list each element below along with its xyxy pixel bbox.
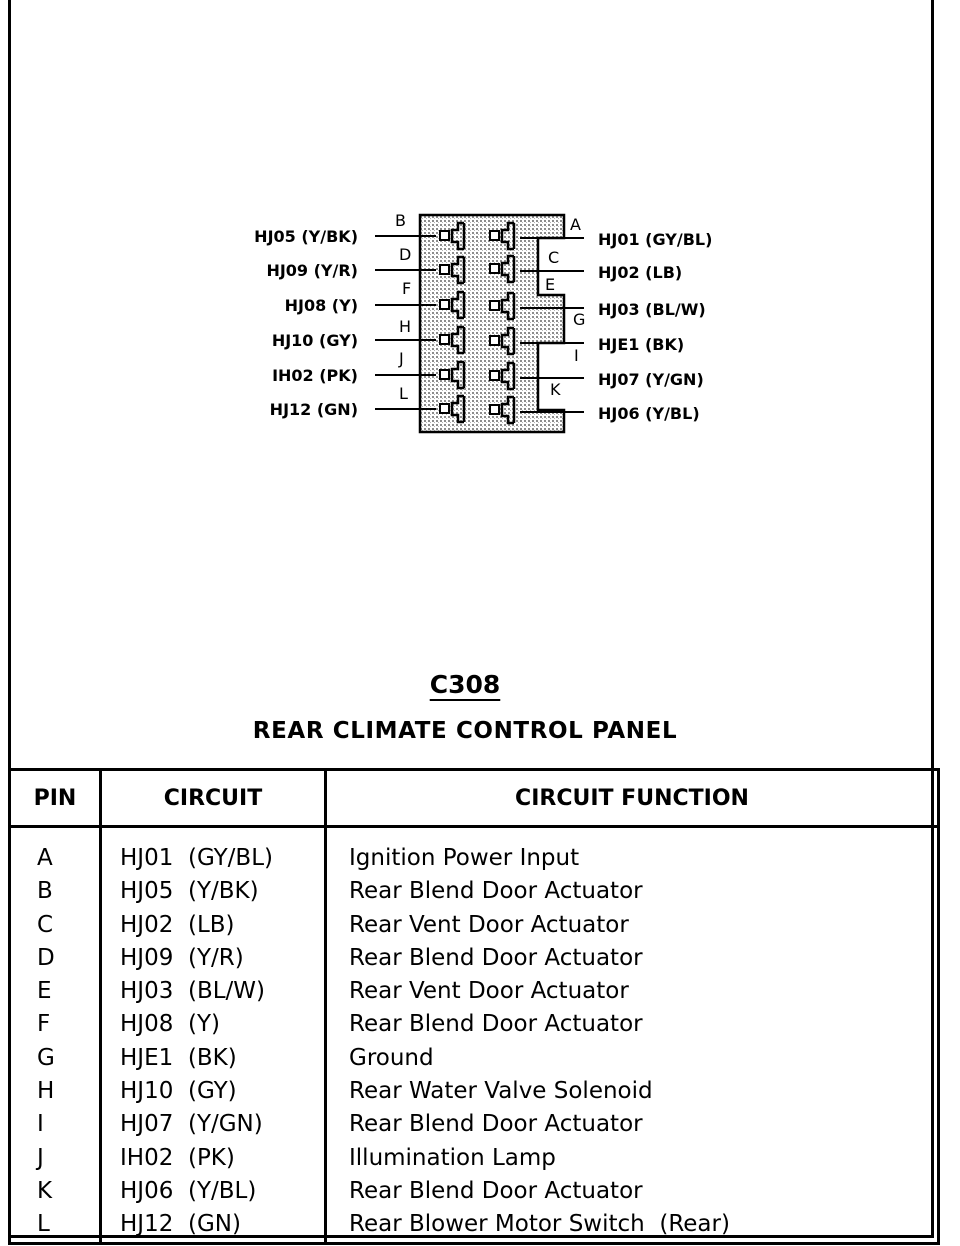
function-label: Ignition Power Input: [349, 845, 580, 871]
circuit-label: IH02 (PK): [120, 1144, 235, 1171]
right-pin-letter: C: [548, 248, 560, 267]
right-pin-letter: K: [550, 380, 561, 399]
pin-label: K: [37, 1177, 53, 1204]
function-label: Rear Blend Door Actuator: [349, 878, 643, 905]
circuit-label: HJ08 (Y): [120, 1011, 220, 1038]
left-wire-label: IH02 (PK): [272, 366, 358, 385]
table-header-row: [10, 770, 939, 827]
circuit-label: HJ09 (Y/R): [120, 944, 244, 971]
circuit-label: HJ06 (Y/BL): [120, 1177, 257, 1204]
circuit-label: HJ07 (Y/GN): [120, 1111, 263, 1138]
pin-label: H: [37, 1078, 55, 1105]
pin-label: J: [37, 1144, 44, 1171]
function-label: Illumination Lamp: [349, 1144, 556, 1171]
circuit-column: [101, 827, 326, 1244]
right-pin-letter: I: [574, 346, 579, 365]
right-wire-label: HJ03 (BL/W): [598, 300, 706, 319]
circuit-label: HJ10 (GY): [120, 1078, 237, 1105]
connector-name: REAR CLIMATE CONTROL PANEL: [252, 718, 678, 744]
pin-label: I: [37, 1111, 44, 1138]
left-pin-letter: H: [399, 317, 412, 336]
header-pin: PIN: [10, 770, 101, 827]
right-wire-label: HJ06 (Y/BL): [598, 404, 700, 423]
left-pin-letter: F: [402, 279, 412, 298]
right-wire-label: HJ02 (LB): [598, 263, 683, 282]
right-pin-letter: E: [545, 275, 556, 294]
right-pin-letter: G: [573, 310, 586, 329]
pin-label: B: [37, 878, 53, 905]
left-pin-letter: J: [399, 349, 404, 368]
pinout-table: [8, 768, 940, 1245]
pin-label: D: [37, 944, 55, 971]
circuit-label: HJ12 (GN): [120, 1211, 241, 1238]
circuit-label: HJE1 (BK): [120, 1044, 237, 1071]
function-label: Rear Vent Door Actuator: [349, 911, 629, 938]
pin-label: G: [37, 1044, 55, 1071]
left-wire-label: HJ10 (GY): [271, 331, 358, 350]
left-pin-letter: D: [399, 245, 412, 264]
left-pin-letter: B: [395, 211, 406, 230]
left-wire-label: HJ12 (GN): [269, 400, 358, 419]
function-label: Rear Blend Door Actuator: [349, 1111, 643, 1138]
header-function: CIRCUIT FUNCTION: [326, 770, 939, 827]
pin-column: [10, 827, 101, 1244]
function-label: Rear Blower Motor Switch (Rear): [349, 1211, 730, 1238]
function-label: Rear Blend Door Actuator: [349, 1177, 643, 1204]
right-wire-label: HJ07 (Y/GN): [598, 370, 704, 389]
pin-label: E: [37, 978, 52, 1005]
right-pin-letter: A: [570, 215, 581, 234]
function-label: Rear Water Valve Solenoid: [349, 1078, 653, 1105]
pin-label: A: [37, 845, 53, 871]
left-pin-letter: L: [399, 384, 408, 403]
circuit-label: HJ05 (Y/BK): [120, 878, 259, 905]
function-label: Rear Blend Door Actuator: [349, 944, 643, 971]
left-wire-label: HJ08 (Y): [284, 296, 358, 315]
function-label: Rear Blend Door Actuator: [349, 1011, 643, 1038]
right-wire-label: HJE1 (BK): [598, 335, 685, 354]
function-column: [326, 827, 939, 1244]
pin-label: L: [37, 1211, 50, 1238]
connector-code: C308: [429, 670, 501, 699]
left-wire-label: HJ05 (Y/BK): [254, 227, 358, 246]
header-circuit: CIRCUIT: [101, 770, 326, 827]
right-wire-label: HJ01 (GY/BL): [598, 230, 713, 249]
pin-label: C: [37, 911, 54, 938]
circuit-label: HJ01 (GY/BL): [120, 845, 273, 871]
connector-body: [420, 215, 564, 432]
table-body-row: [10, 827, 939, 1244]
function-label: Ground: [349, 1044, 434, 1071]
pin-label: F: [37, 1011, 51, 1038]
circuit-label: HJ03 (BL/W): [120, 978, 265, 1005]
function-label: Rear Vent Door Actuator: [349, 978, 629, 1005]
circuit-label: HJ02 (LB): [120, 911, 235, 938]
left-wire-label: HJ09 (Y/R): [266, 261, 358, 280]
